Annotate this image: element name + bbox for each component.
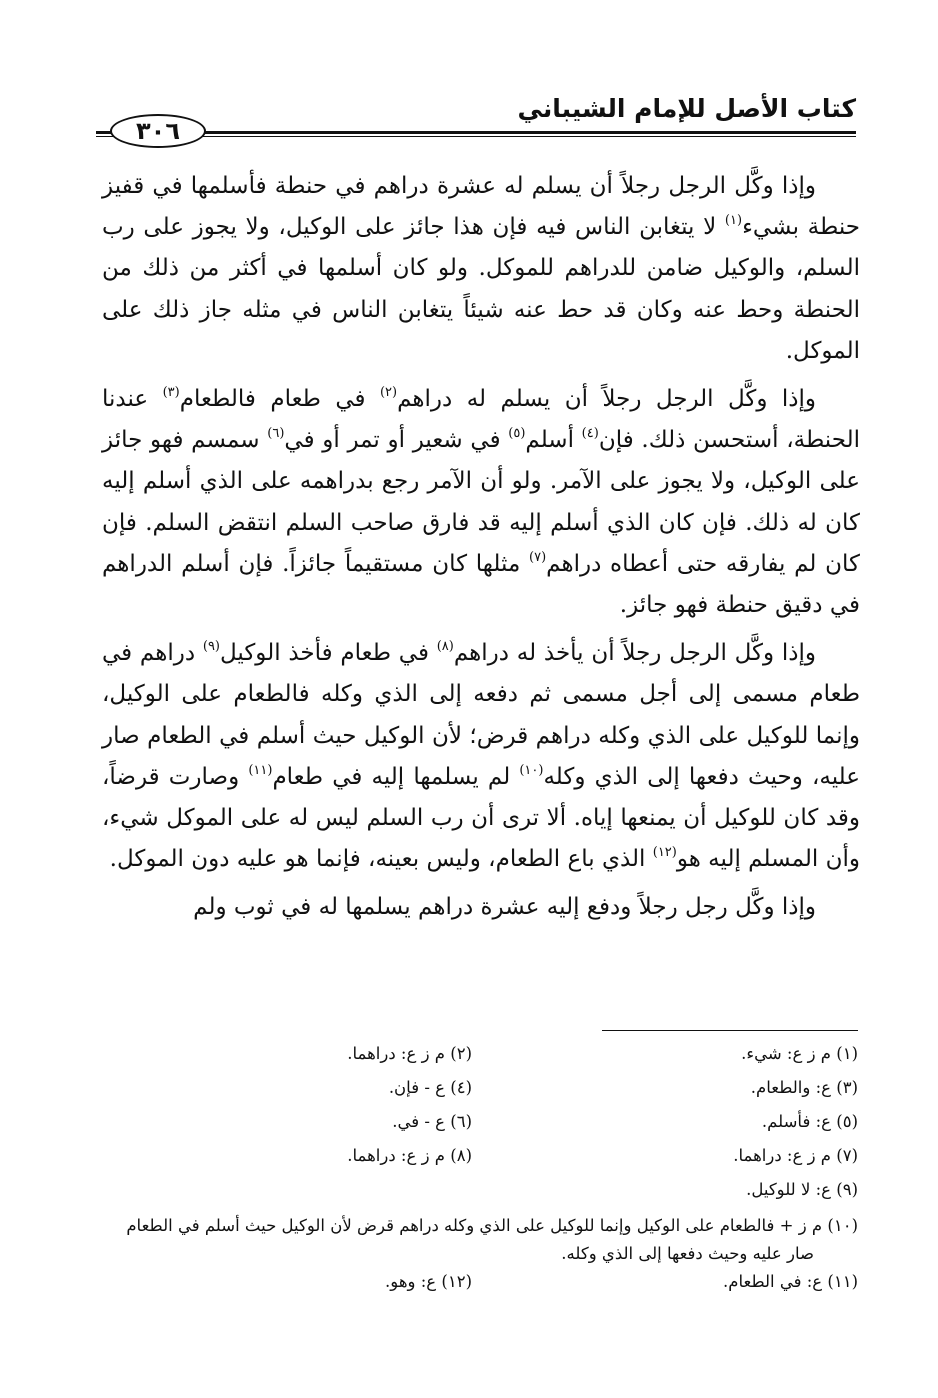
- text-run: الذي باع الطعام، وليس بعينه، فإنما هو عليه دون الموكل.: [109, 846, 653, 873]
- footnote-ref: (٩): [202, 639, 220, 655]
- footnotes: [108, 1044, 858, 1306]
- text-run: لا يتغابن الناس فيه فإن هذا جائز على الوكيل، ولا يجوز على رب السلم، والوكيل ضامن للدراهم للموكل. ولو كان أسلمها في أكثر من ذلك من الحنطة وحط عنه وكان قد حط عنه شيئاً يتغابن الناس في مثله جاز ذلك على الموكل.: [102, 214, 860, 364]
- footnote: (٥) ع: فأسلم.: [761, 1112, 858, 1131]
- footnote: (٧) م ز ع: دراهما.: [733, 1146, 858, 1165]
- text-run: سمسم فهو جائز على الوكيل، ولا يجوز على الآمر. ولو أن الآمر رجع بدراهمه على الذي أسلم إليه كان له ذلك. فإن كان الذي أسلم إليه قد فارق صاحب السلم انتقض السلم. فإن كان لم يفارقه حتى أعطاه دراهم: [102, 427, 860, 577]
- footnote: (١١) ع: في الطعام.: [723, 1272, 858, 1291]
- text-run: وإذا وكَّل رجل رجلاً ودفع إليه عشرة دراهم يسلمها له في ثوب ولم: [193, 894, 816, 921]
- header-rule: [96, 131, 856, 137]
- text-run: أسلم: [525, 427, 582, 454]
- text-run: وإذا وكَّل الرجل رجلاً أن يسلم له عشرة دراهم في حنطة فأسلمها في قفيز حنطة بشيء: [102, 173, 860, 241]
- paragraph: [102, 379, 860, 626]
- footnote-row: [108, 1044, 858, 1078]
- footnote-row: [108, 1112, 858, 1146]
- text-run: عندنا الحنطة، أستحسن ذلك. فإن: [102, 386, 860, 454]
- page-header: [96, 92, 856, 152]
- text-run: لم يسلمها إليه في طعام: [272, 763, 520, 790]
- footnote: (٣) ع: والطعام.: [750, 1078, 858, 1097]
- footnote-ref: (١٢): [652, 845, 677, 861]
- book-title: كتاب الأصل للإمام الشيباني: [517, 94, 856, 123]
- footnote-ref: (٧): [529, 549, 547, 565]
- footnote-ref: (٨): [436, 639, 454, 655]
- paragraph: [102, 887, 860, 928]
- footnote: (٢) م ز ع: دراهما.: [347, 1044, 472, 1063]
- footnote: (١٢) ع: وهو.: [385, 1272, 472, 1291]
- footnote-ref: (١١): [248, 762, 273, 778]
- main-text: [102, 166, 860, 936]
- paragraph: [102, 166, 860, 372]
- footnote: (٨) م ز ع: دراهما.: [347, 1146, 472, 1165]
- footnote-ref: (٦): [267, 426, 285, 442]
- footnote-ref: (٤): [581, 426, 599, 442]
- footnote-ref: (٥): [508, 426, 526, 442]
- footnote-ref: (٢): [379, 385, 398, 401]
- text-run: دراهم في طعام مسمى إلى أجل مسمى ثم دفعه إلى الذي وكله فالطعام على الوكيل، وإنما للوكيل على الذي وكله دراهم قرض؛ لأن الوكيل حيث أسلم في الطعام صار عليه، وحيث دفعها إلى الذي وكله: [102, 640, 860, 790]
- footnote-ref: (١٠): [519, 762, 544, 778]
- footnote-row: [108, 1146, 858, 1180]
- footnote: (٤) ع - فإن.: [388, 1078, 472, 1097]
- footnote-row: [108, 1272, 858, 1306]
- footnote-ref: (٣): [162, 385, 180, 401]
- footnote-row: [108, 1078, 858, 1112]
- footnote-ref: (١): [724, 213, 743, 229]
- text-run: وإذا وكَّل الرجل رجلاً أن يسلم له دراهم: [397, 386, 816, 413]
- paragraph: [102, 633, 860, 880]
- footnote-long: (١٠) م ز + فالطعام على الوكيل وإنما للوكيل على الذي وكله دراهم قرض لأن الوكيل حيث أسلم في الطعام صار عليه وحيث دفعها إلى الذي وكله.: [126, 1216, 858, 1263]
- footnote-separator: [602, 1030, 858, 1031]
- text-run: في طعام فأخذ الوكيل: [220, 640, 437, 667]
- text-run: وإذا وكَّل الرجل رجلاً أن يأخذ له دراهم: [453, 640, 816, 667]
- footnote: (١) م ز ع: شيء.: [741, 1044, 858, 1063]
- footnote-row: [108, 1180, 858, 1214]
- footnote: (٩) ع: لا للوكيل.: [746, 1180, 858, 1199]
- page-number: ٣٠٦: [110, 114, 206, 148]
- text-run: مثلها كان مستقيماً جائزاً. فإن أسلم الدراهم في دقيق حنطة فهو جائز.: [102, 550, 860, 619]
- footnote: (٦) ع - في.: [392, 1112, 472, 1131]
- text-run: في طعام فالطعام: [179, 386, 380, 413]
- text-run: في شعير أو تمر أو في: [284, 427, 509, 454]
- text-run: وصارت قرضاً، وقد كان للوكيل أن يمنعها إياه. ألا ترى أن رب السلم ليس له على الموكل شيء، وأن المسلم إليه هو: [102, 763, 860, 873]
